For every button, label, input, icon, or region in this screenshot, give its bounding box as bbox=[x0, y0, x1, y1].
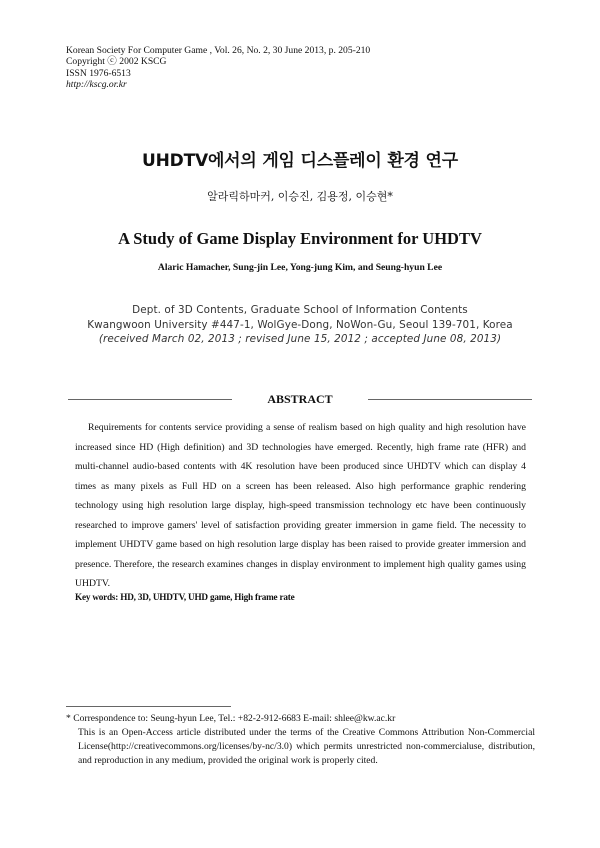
journal-citation: Korean Society For Computer Game , Vol. 26, No. 2, 30 June 2013, p. 205-210 bbox=[66, 45, 371, 56]
footnote-block bbox=[66, 712, 535, 768]
english-title: A Study of Game Display Environment for UHDTV bbox=[118, 229, 482, 248]
footnote-divider bbox=[66, 706, 231, 707]
correspondence-line: * Correspondence to: Seung-hyun Lee, Tel.: +82-2-912-6683 E-mail: shlee@kw.ac.kr bbox=[66, 713, 396, 724]
journal-url: http://kscg.or.kr bbox=[66, 79, 127, 91]
copyright-line: Copyright ⓒ 2002 KSCG bbox=[66, 56, 167, 68]
abstract-text: Requirements for contents service providing a sense of realism based on high quality and high resolution have increased since HD (High definition) and 3D technologies have emerged. Recently, high frame rate (HFR) and multi-channel audio-based contents with 4K resolution have been produced since UHDTV which can display 4 times as many pixels as Full HD on a screen has been released. Also high performance graphic rendering technology using high resolution large display, high-speed transmission technology etc have been continuously researched to improve gamers' level of satisfaction providing greater immersion in game field. The necessity to implement UHDTV game based on high resolution large display has been raised to provide greater immersion and presence. Therefore, the research examines changes in display environment to implement high quality games using UHDTV. bbox=[75, 422, 526, 589]
submission-dates: (received March 02, 2013 ; revised June 15, 2012 ; accepted June 08, 2013) bbox=[98, 333, 502, 345]
affiliation-address: Kwangwoon University #447-1, WolGye-Dong, NoWon-Gu, Seoul 139-701, Korea bbox=[87, 318, 513, 331]
issn-line: ISSN 1976-6513 bbox=[66, 67, 131, 79]
english-authors: Alaric Hamacher, Sung-jin Lee, Yong-jung Kim, and Seung-hyun Lee bbox=[157, 262, 443, 273]
abstract-heading bbox=[68, 393, 532, 407]
keywords-line: Key words: HD, 3D, UHDTV, UHD game, High frame rate bbox=[75, 592, 295, 602]
affiliation-department: Dept. of 3D Contents, Graduate School of Information Contents bbox=[132, 304, 468, 316]
affiliation-block bbox=[0, 303, 600, 347]
abstract-label: ABSTRACT bbox=[267, 392, 333, 406]
korean-authors: 알라릭하마커, 이승진, 김용정, 이승현* bbox=[207, 190, 393, 203]
license-text: This is an Open-Access article distributed under the terms of the Creative Commons Attribution Non-Commercial License(http://creativecommons.org/licenses/by-nc/3.0) which permits unrestricted non-commercialuse, distribution, and reproduction in any medium, provided the original work is properly cited. bbox=[78, 727, 535, 766]
korean-title: UHDTV에서의 게임 디스플레이 환경 연구 bbox=[142, 151, 458, 171]
journal-masthead bbox=[66, 45, 370, 91]
